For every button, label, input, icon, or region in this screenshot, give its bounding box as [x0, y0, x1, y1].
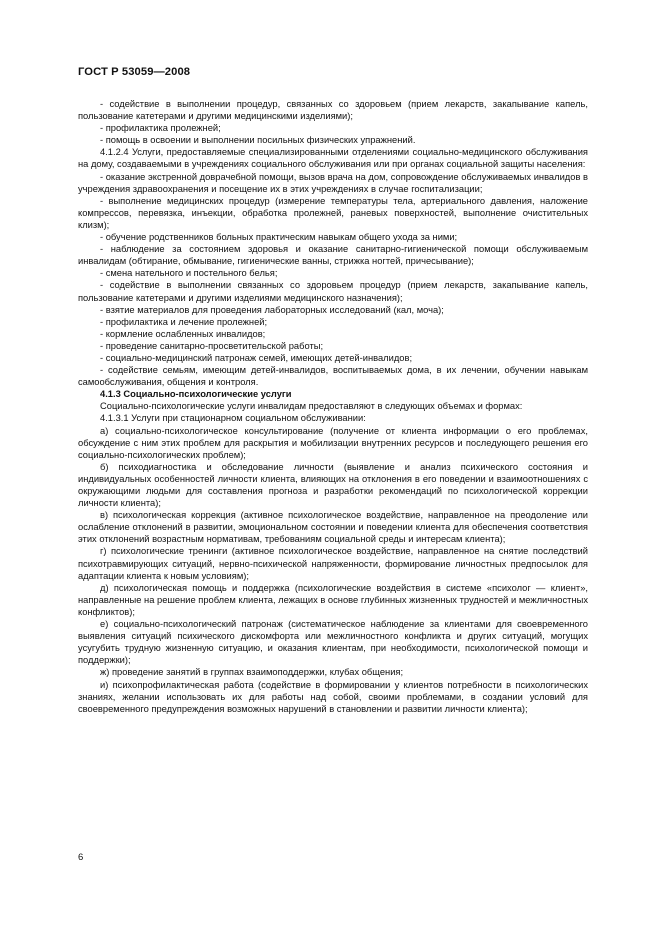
document-body	[78, 98, 588, 715]
paragraph: - социально-медицинский патронаж семей, имеющих детей-инвалидов;	[100, 352, 413, 363]
paragraph: - содействие в выполнении процедур, связанных со здоровьем (прием лекарств, закапывание капель, пользование катетерами и другими медицинскими изделиями);	[78, 99, 588, 122]
paragraph: - содействие в выполнении связанных со здоровьем процедур (прием лекарств, закапывание капель, пользование катетерами и другими изделиями медицинского назначения);	[78, 280, 588, 303]
paragraph: г) психологические тренинги (активное психологическое воздействие, направленное на снятие последствий психотравмирующих ситуаций, нервно-психической напряженности, формирование личностных предпосылок для адаптации клиента к новым условиям);	[78, 546, 588, 581]
paragraph: д) психологическая помощь и поддержка (психологические воздействия в системе «психолог — клиент», направленные на решение проблем клиента, лежащих в основе глубинных жизненных трудностей и межличностных конфликтов);	[78, 582, 588, 617]
paragraph: е) социально-психологический патронаж (систематическое наблюдение за клиентами для своевременного выявления ситуаций психического дискомфорта или межличностного конфликта и других ситуаций, могущих усугубить трудную жизненную ситуацию, и оказания клиентам, при необходимости, психологической помощи и поддержки);	[78, 619, 588, 666]
paragraph: б) психодиагностика и обследование личности (выявление и анализ психического состояния и индивидуальных особенностей личности клиента, влияющих на отклонения в его поведении и взаимоотношениях с окружающими людьми для составления прогноза и разработки рекомендаций по психологической коррекции личности клиента);	[78, 461, 588, 509]
paragraph: - содействие семьям, имеющим детей-инвалидов, воспитываемых дома, в их лечении, обучении навыкам самообслуживания, общения и контроля.	[78, 365, 588, 388]
paragraph: Социально-психологические услуги инвалидам предоставляют в следующих объемах и формах:	[100, 401, 523, 412]
paragraph: в) психологическая коррекция (активное психологическое воздействие, направленное на преодоление или ослабление отклонений в развитии, эмоциональном состоянии и поведении клиента для обеспечения соответствия этих отклонений возрастным нормативам, требованиям социальной среды и интересам клиента);	[78, 510, 588, 545]
paragraph: - обучение родственников больных практическим навыкам общего ухода за ними;	[100, 232, 458, 243]
paragraph: - взятие материалов для проведения лабораторных исследований (кал, моча);	[100, 304, 444, 315]
paragraph: - наблюдение за состоянием здоровья и оказание санитарно-гигиенической помощи обслуживаемым инвалидам (обтирание, обмывание, гигиенические ванны, стрижка ногтей, причесывание);	[78, 244, 588, 267]
page-number: 6	[78, 852, 84, 863]
paragraph: - оказание экстренной доврачебной помощи, вызов врача на дом, сопровождение обслуживаемых инвалидов в учреждения здравоохранения и посещение их в этих учреждениях в случае госпитализации;	[78, 171, 588, 194]
paragraph: ж) проведение занятий в группах взаимоподдержки, клубах общения;	[100, 667, 404, 678]
paragraph: - выполнение медицинских процедур (измерение температуры тела, артериального давления, наложение компрессов, перевязка, инъекции, обработка пролежней, раневых поверхностей, выполнение очистительных клизм);	[78, 195, 588, 230]
paragraph: - проведение санитарно-просветительской работы;	[100, 340, 324, 351]
paragraph: и) психопрофилактическая работа (содействие в формировании у клиентов потребности в психологических знаниях, желании использовать их для работы над собой, своими проблемами, в создании условий для своевременного предупреждения возможных нарушений в становлении и развитии личности клиента);	[78, 679, 588, 714]
paragraph: - помощь в освоении и выполнении посильных физических упражнений.	[100, 135, 416, 146]
paragraph: 4.1.2.4 Услуги, предоставляемые специализированными отделениями социально-медицинского обслуживания на дому, создаваемыми в учреждениях социального обслуживания или при органах социальной защиты населения:	[78, 147, 588, 170]
section-heading: 4.1.3 Социально-психологические услуги	[100, 389, 292, 400]
paragraph: - профилактика пролежней;	[100, 123, 221, 134]
paragraph: - кормление ослабленных инвалидов;	[100, 328, 266, 339]
paragraph: а) социально-психологическое консультирование (получение от клиента информации о его проблемах, обсуждение с ним этих проблем для раскрытия и мобилизации внутренних ресурсов и последующего решения его социально-психологических проблем);	[78, 425, 588, 460]
paragraph: 4.1.3.1 Услуги при стационарном социальном обслуживании:	[100, 413, 366, 424]
paragraph: - профилактика и лечение пролежней;	[100, 316, 268, 327]
paragraph: - смена нательного и постельного белья;	[100, 268, 278, 279]
document-header: ГОСТ Р 53059—2008	[78, 66, 191, 78]
